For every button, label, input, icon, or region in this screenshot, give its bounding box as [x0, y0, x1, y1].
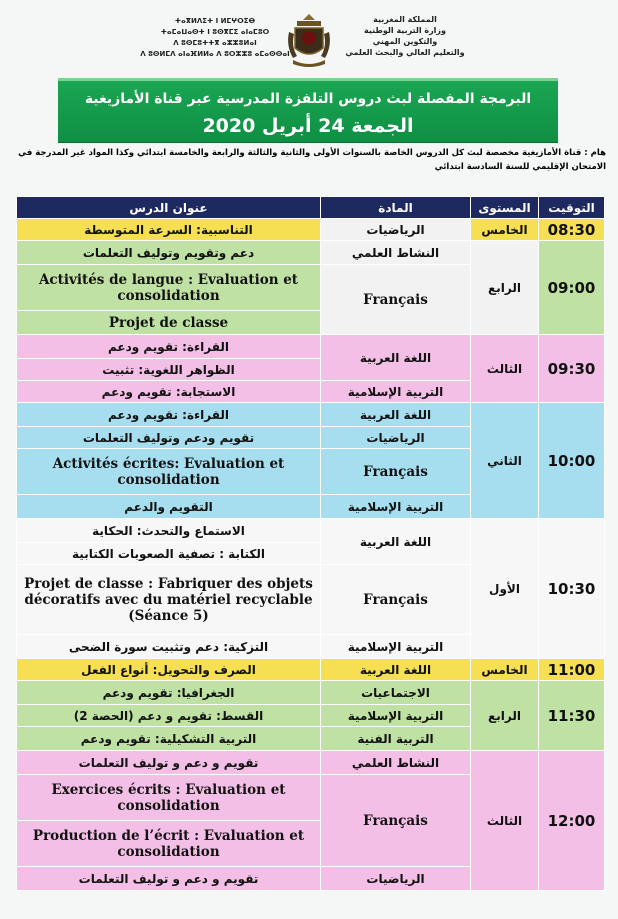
lesson-cell: القراءة: تقويم ودعم [17, 335, 321, 359]
subject-cell: النشاط العلمي [321, 241, 471, 265]
subject-cell: اللغة العربية [321, 403, 471, 427]
table-row [17, 241, 605, 265]
subject-cell: اللغة العربية [321, 335, 471, 381]
subject-cell: الرياضيات [321, 427, 471, 449]
level-cell: الخامس [471, 219, 539, 241]
page-header [0, 0, 618, 76]
level-cell: الثالث [471, 751, 539, 891]
table-row [17, 219, 605, 241]
banner-title: البرمجة المفصلة لبث دروس التلفزة المدرسية عبر قناة الأمازيغية [84, 91, 532, 107]
subject-cell: اللغة العربية [321, 659, 471, 681]
lesson-cell: Activités écrites: Evaluation et consolidation [17, 449, 321, 495]
schedule-table [16, 196, 605, 891]
lesson-cell: Projet de classe : Fabriquer des objets décoratifs avec du matériel recyclable (Séance 5) [17, 565, 321, 635]
tifinagh-line: ⴷ ⵓⵙⵍⵎⴷ ⴰⵏⴰⴼⵍⵍⴰ ⴷ ⵓⵔⵣⵣⵓ ⴰⵎⴰⵙⵙⴰⵏ [140, 50, 290, 58]
arabic-line: والتكوين المهني [372, 37, 438, 46]
level-cell: الرابع [471, 241, 539, 335]
morocco-coat-of-arms-icon [285, 12, 333, 70]
tifinagh-ministry-name [140, 16, 290, 60]
level-cell: الثاني [471, 403, 539, 519]
level-cell: الخامس [471, 659, 539, 681]
table-row [17, 659, 605, 681]
time-cell: 09:30 [539, 335, 605, 403]
lesson-cell: الظواهر اللغوية: تثبيت [17, 359, 321, 381]
subject-cell: التربية الإسلامية [321, 381, 471, 403]
lesson-cell: تقويم ودعم وتوليف التعلمات [17, 427, 321, 449]
lesson-cell: Exercices écrits : Evaluation et consolidation [17, 775, 321, 821]
header-level: المستوى [471, 197, 539, 219]
lesson-cell: الكتابة : تصفية الصعوبات الكتابية [17, 543, 321, 565]
lesson-cell: Production de l’écrit : Evaluation et consolidation [17, 821, 321, 867]
tifinagh-line: ⴷ ⵓⵙⵎⵓⵜⵜⴳ ⴰⵣⵣⵓⵍⴰⵏ [173, 39, 257, 47]
subject-cell: الرياضيات [321, 867, 471, 891]
lesson-cell: القسط: تقويم و دعم (الحصة 2) [17, 705, 321, 727]
lesson-cell: الاستماع والتحدث: الحكاية [17, 519, 321, 543]
lesson-cell: القراءة: تقويم ودعم [17, 403, 321, 427]
subject-cell: Français [321, 265, 471, 335]
subject-cell: التربية الإسلامية [321, 635, 471, 659]
arabic-line: المملكة المغربية [373, 15, 437, 24]
lesson-cell: التناسبية: السرعة المتوسطة [17, 219, 321, 241]
lesson-cell: الاستجابة: تقويم ودعم [17, 381, 321, 403]
subject-cell: النشاط العلمي [321, 751, 471, 775]
time-cell: 11:30 [539, 681, 605, 751]
time-cell: 12:00 [539, 751, 605, 891]
lesson-cell: التربية التشكيلية: تقويم ودعم [17, 727, 321, 751]
banner-date: الجمعة 24 أبريل 2020 [202, 115, 414, 137]
lesson-cell: التزكية: دعم وتثبيت سورة الضحى [17, 635, 321, 659]
lesson-cell: Projet de classe [17, 311, 321, 335]
table-row [17, 335, 605, 359]
important-note: هام : قناة الأمازيغية مخصصة لبث كل الدروس الخاصة بالسنوات الأولى والثانية والثالثة والرابعة والخامسة ابتدائي وكذا المواد غير المدرجة في الامتحان الإقليمي للسنة السادسة ابتدائي [18, 148, 606, 172]
table-row [17, 403, 605, 427]
arabic-line: وزارة التربية الوطنية [363, 26, 446, 35]
time-cell: 08:30 [539, 219, 605, 241]
title-banner [58, 78, 558, 142]
header-subject: المادة [321, 197, 471, 219]
time-cell: 09:00 [539, 241, 605, 335]
subject-cell: التربية الفنية [321, 727, 471, 751]
subject-cell: الرياضيات [321, 219, 471, 241]
table-row [17, 751, 605, 775]
subject-cell: Français [321, 449, 471, 495]
level-cell: الرابع [471, 681, 539, 751]
lesson-cell: الصرف والتحويل: أنواع الفعل [17, 659, 321, 681]
subject-cell: Français [321, 565, 471, 635]
table-row [17, 519, 605, 543]
time-cell: 10:30 [539, 519, 605, 659]
lesson-cell: Activités de langue : Evaluation et consolidation [17, 265, 321, 311]
level-cell: الثالث [471, 335, 539, 403]
lesson-cell: الجغرافيا: تقويم ودعم [17, 681, 321, 705]
table-header-row [17, 197, 605, 219]
subject-cell: التربية الإسلامية [321, 705, 471, 727]
arabic-ministry-name [340, 14, 470, 58]
tifinagh-line: ⵜⴰⴳⵍⴷⵉⵜ ⵏ ⵍⵎⵖⵔⵉⴱ [174, 17, 256, 25]
tifinagh-line: ⵜⴰⵎⴰⵡⴰⵙⵜ ⵏ ⵓⵙⴳⵎⵉ ⴰⵏⴰⵎⵓⵔ [160, 28, 270, 36]
subject-cell: Français [321, 775, 471, 867]
lesson-cell: التقويم والدعم [17, 495, 321, 519]
time-cell: 11:00 [539, 659, 605, 681]
lesson-cell: تقويم و دعم و توليف التعلمات [17, 867, 321, 891]
level-cell: الأول [471, 519, 539, 659]
subject-cell: التربية الإسلامية [321, 495, 471, 519]
header-time: التوقيت [539, 197, 605, 219]
time-cell: 10:00 [539, 403, 605, 519]
lesson-cell: دعم وتقويم وتوليف التعلمات [17, 241, 321, 265]
table-row [17, 681, 605, 705]
subject-cell: اللغة العربية [321, 519, 471, 565]
header-lesson: عنوان الدرس [17, 197, 321, 219]
lesson-cell: تقويم و دعم و توليف التعلمات [17, 751, 321, 775]
arabic-line: والتعليم العالي والبحث العلمي [345, 48, 465, 57]
subject-cell: الاجتماعيات [321, 681, 471, 705]
